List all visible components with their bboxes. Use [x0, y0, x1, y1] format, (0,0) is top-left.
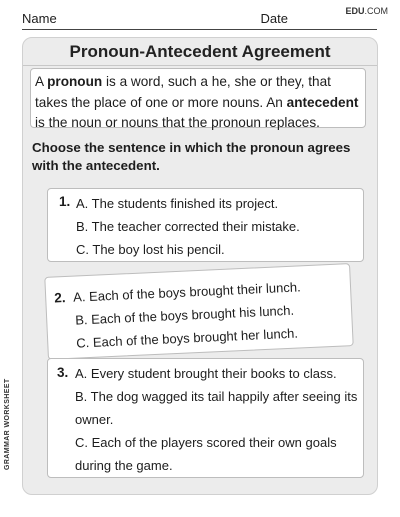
name-label: Name — [22, 11, 57, 26]
option-c[interactable]: C. The boy lost his pencil. — [76, 242, 225, 257]
option-c[interactable]: C. Each of the players scored their own goals — [75, 435, 337, 450]
worksheet-title: Pronoun-Antecedent Agreement — [23, 38, 377, 66]
worksheet-panel — [22, 37, 378, 495]
option-b[interactable]: B. Each of the boys brought his lunch. — [74, 302, 295, 328]
intro-term-pronoun: pronoun — [47, 74, 103, 89]
question-number: 1. — [59, 194, 71, 209]
side-label: GRAMMAR WORKSHEET — [4, 378, 11, 470]
instructions: Choose the sentence in which the pronoun agrees with the antecedent. — [32, 140, 351, 173]
date-label: Date — [260, 11, 288, 26]
question-2-box — [44, 263, 353, 360]
question-number: 2. — [53, 290, 66, 306]
option-a[interactable]: A. The students finished its project. — [76, 196, 279, 211]
option-b[interactable]: B. The dog wagged its tail happily after seeing its — [75, 389, 358, 404]
option-c[interactable]: C. Each of the boys brought her lunch. — [75, 325, 299, 351]
question-3-box — [47, 358, 364, 478]
intro-text-1: A — [35, 74, 48, 89]
option-a[interactable]: A. Every student brought their books to class. — [75, 366, 337, 381]
intro-term-antecedent: antecedent — [286, 94, 359, 110]
intro-text-2: is a word, such a he, she or they, that takes the place of one or more nouns. An — [35, 74, 331, 110]
option-b[interactable]: B. The teacher corrected their mistake. — [76, 219, 300, 234]
option-c-continued: during the game. — [75, 458, 173, 473]
brand-suffix: .COM — [364, 6, 388, 16]
name-date-header — [22, 11, 378, 26]
question-number: 3. — [57, 365, 69, 380]
intro-text-3: is the noun or nouns that the pronoun replaces. — [35, 115, 320, 130]
question-1-box — [47, 188, 364, 262]
option-a[interactable]: A. Each of the boys brought their lunch. — [72, 279, 301, 305]
header-underline — [22, 29, 377, 30]
definition-box — [30, 68, 366, 128]
option-b-continued: owner. — [75, 412, 114, 427]
brand-name: EDU — [345, 6, 365, 16]
